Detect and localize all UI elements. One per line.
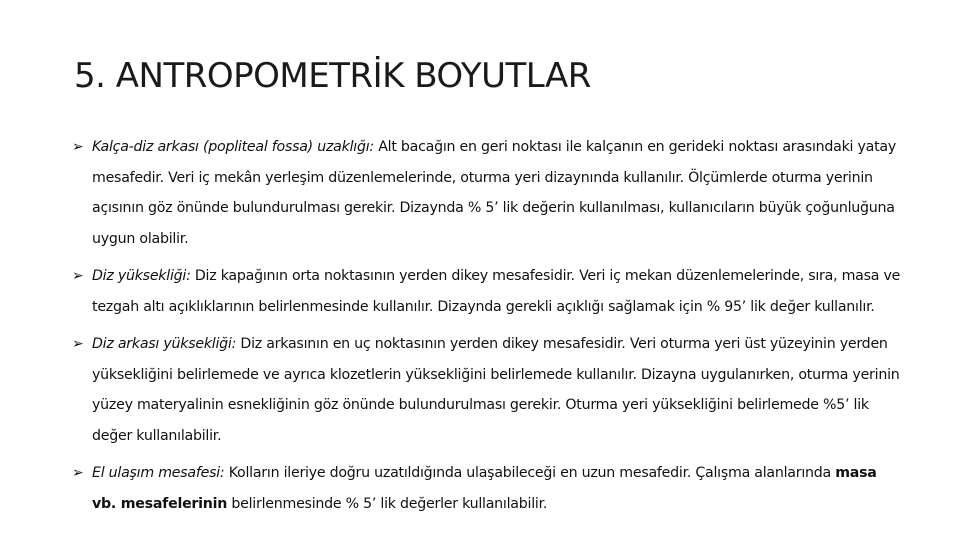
bullet-text: Diz kapağının orta noktasının yerden dikey mesafesidir. Veri iç mekan düzenlemelerinde, sıra, masa ve tezgah altı açıklıklarının belirlenmesinde kullanılır. Dizaynda gerekli açıklığı sağlamak için % 95’ lik değer kullanılır. (92, 268, 901, 315)
arrow-bullet-icon: ➢ (72, 465, 84, 481)
bullet-list (72, 132, 902, 526)
arrow-bullet-icon: ➢ (72, 336, 84, 352)
arrow-bullet-icon: ➢ (72, 268, 84, 284)
bullet-item-diz-arkasi-yuksekligi (72, 329, 902, 451)
bullet-term: El ulaşım mesafesi: (92, 465, 225, 481)
bullet-term: Diz yüksekliği: (92, 268, 191, 284)
bullet-bold-text: masa vb. mesafelerinin (92, 465, 877, 512)
arrow-bullet-icon: ➢ (72, 139, 84, 155)
slide-title: 5. ANTROPOMETRİK BOYUTLAR (74, 56, 591, 96)
bullet-text: belirlenmesinde % 5’ lik değerler kullanılabilir. (227, 495, 548, 512)
bullet-item-diz-yuksekligi (72, 261, 902, 322)
bullet-term: Kalça-diz arkası (popliteal fossa) uzaklığı: (92, 139, 374, 155)
bullet-text: Alt bacağın en geri noktası ile kalçanın en gerideki noktası arasındaki yatay mesafedir. Veri iç mekân yerleşim düzenlemelerinde, oturma yeri dizaynında kullanılır. Ölçümlerde oturma yerinin açısının göz önünde bulundurulması gerekir. Dizaynda % 5’ lik değerin kullanılması, kullanıcıların büyük çoğunluğuna uygun olabilir. (92, 139, 896, 247)
bullet-item-kalca-diz (72, 132, 902, 254)
bullet-item-el-ulasim (72, 458, 902, 519)
bullet-term: Diz arkası yüksekliği: (92, 336, 237, 352)
bullet-text: Diz arkasının en uç noktasının yerden dikey mesafesidir. Veri oturma yeri üst yüzeyinin yerden yüksekliğini belirlemede ve ayrıca klozetlerin yüksekliğini belirlemede kullanılır. Dizayna uygulanırken, oturma yerinin yüzey materyalinin esnekliğinin göz önünde bulundurulması gerekir. Oturma yeri yüksekliğini belirlemede %5’ lik değer kullanılabilir. (92, 336, 900, 444)
bullet-text: Kolların ileriye doğru uzatıldığında ulaşabileceği en uzun mesafedir. Çalışma alanlarında (224, 465, 836, 481)
